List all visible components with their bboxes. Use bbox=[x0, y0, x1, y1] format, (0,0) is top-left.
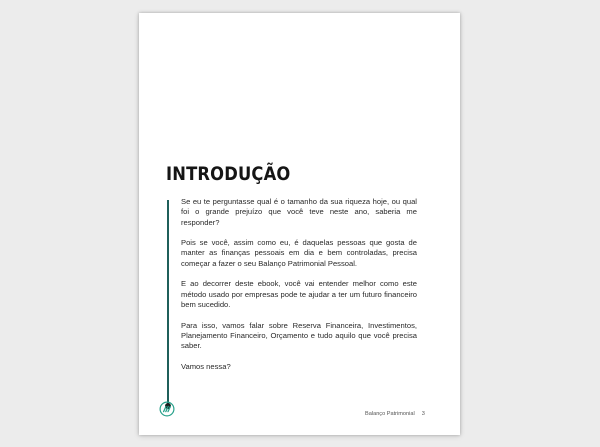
brand-logo-icon bbox=[159, 401, 175, 417]
page-number: 3 bbox=[421, 411, 425, 417]
paragraph-1: Se eu te perguntasse qual é o tamanho da sua riqueza hoje, ou qual foi o grande prejuízo que você teve neste ano, saberia me responder? bbox=[181, 197, 417, 227]
page-footer bbox=[365, 411, 425, 417]
body-text bbox=[181, 197, 417, 382]
accent-vertical-rule bbox=[167, 200, 169, 406]
paragraph-2: Pois se você, assim como eu, é daquelas pessoas que gosta de manter as finanças pessoais em dia e bem controladas, precisa começar a fazer o seu Balanço Patrimonial Pessoal. bbox=[181, 238, 417, 268]
paragraph-3: E ao decorrer deste ebook, você vai entender melhor como este método usado por empresas pode te ajudar a ter um futuro financeiro bem sucedido. bbox=[181, 279, 417, 309]
document-page bbox=[139, 13, 460, 435]
paragraph-5: Vamos nessa? bbox=[181, 361, 231, 371]
paragraph-4: Para isso, vamos falar sobre Reserva Financeira, Investimentos, Planejamento Financeiro, Orçamento e tudo aquilo que você precisa saber. bbox=[181, 320, 417, 351]
page-title: INTRODUÇÃO bbox=[166, 163, 291, 185]
footer-label: Balanço Patrimonial bbox=[365, 411, 415, 417]
